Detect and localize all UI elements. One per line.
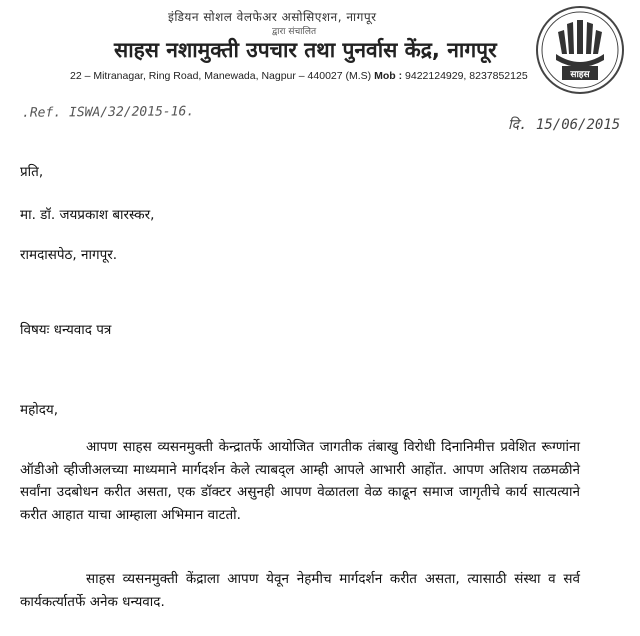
managed-by-label: द्वारा संचालित [272, 27, 317, 37]
recipient-name: मा. डॉ. जयप्रकाश बारस्कर, [20, 207, 155, 223]
paragraph-text: आपण साहस व्यसनमुक्ती केन्द्रातर्फे आयोजित जागतीक तंबाखु विरोधी दिनानिमीत्त प्रवेशित रूग्णांना ऑडीओ व्हीजीअलच्या माध्यमाने मार्गदर्शन केले त्याबद्ल आम्ही आपले आभारी आहोंत. आपण अतिशय तळमळीने सर्वांना उदबोधन करीत असता, एक डॉक्टर असुनही आपण वेळातला वेळ काढून समाज जागृतीचे कार्य सात्यत्याने करीत आहात याचा आम्हाला अभिमान वाटतो. [20, 439, 580, 523]
subject-line: विषयः धन्यवाद पत्र [20, 322, 112, 338]
address-text: 22 – Mitranagar, Ring Road, Manewada, Nagpur – 440027 (M.S) [70, 70, 372, 82]
body-paragraph [20, 568, 580, 613]
salutation: महोदय, [20, 402, 59, 418]
recipient-prefix: प्रति, [20, 164, 44, 180]
association-name: इंडियन सोशल वेलफेअर असोसिएशन, नागपूर [168, 10, 377, 24]
reference-number: .Ref. ISWA/32/2015-16. [21, 104, 195, 121]
organization-name: साहस नशामुक्ती उपचार तथा पुनर्वास केंद्र, नागपूर [114, 38, 497, 62]
phone-numbers: 9422124929, 8237852125 [405, 70, 528, 82]
recipient-place: रामदासपेठ, नागपूर. [20, 247, 118, 263]
hands-circle-logo-icon [534, 4, 626, 96]
letter-date: दि. 15/06/2015 [508, 117, 621, 133]
mobile-label: Mob : [374, 70, 403, 82]
body-paragraph [20, 436, 580, 526]
address-line [70, 70, 528, 82]
paragraph-text: साहस व्यसनमुक्ती केंद्राला आपण येवून नेहमीच मार्गदर्शन करीत असता, त्यासाठी संस्था व सर्व कार्यकर्त्यातर्फे अनेक धन्यवाद. [20, 571, 580, 610]
logo-text: साहस [570, 70, 590, 80]
